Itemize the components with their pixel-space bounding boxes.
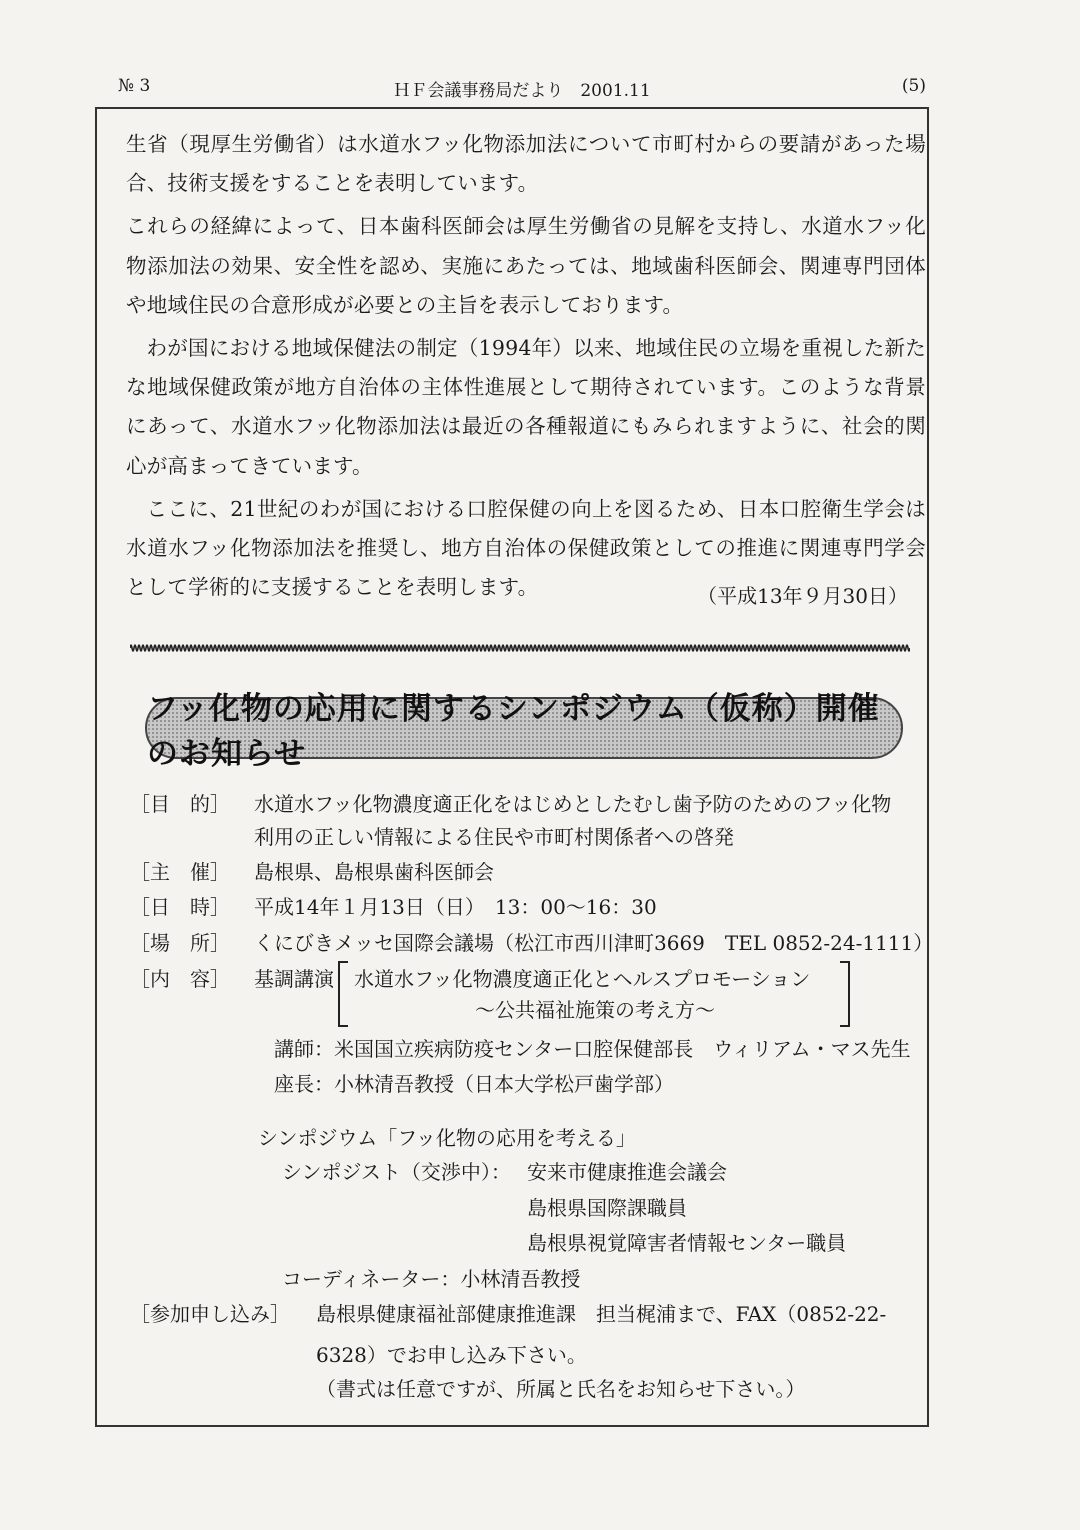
page-header xyxy=(118,76,926,104)
newsletter-title: ＨＦ会議事務局だより 2001.11 xyxy=(393,81,651,101)
issue-number: № 3 xyxy=(118,76,151,96)
keynote-title: 水道水フッ化物濃度適正化とヘルスプロモーション xyxy=(354,967,811,991)
keynote-label: 基調講演 xyxy=(254,967,334,991)
symposists-label: シンポジスト（交渉中）： xyxy=(282,1160,511,1184)
symposist-1: 安来市健康推進会議会 xyxy=(527,1160,727,1184)
venue-label: ［場 所］ xyxy=(130,931,230,955)
content-label: ［内 容］ xyxy=(130,967,230,991)
paragraph: わが国における地域保健法の制定（1994年）以来、地域住民の立場を重視した新たな地域保健政策が地方自治体の主体性進展として期待されています。このような背景にあって、水道水フッ化物添加法は最近の各種報道にもみられますように、社会的関心が高まってきています。 xyxy=(126,336,926,478)
coordinator: コーディネーター：小林清吾教授 xyxy=(282,1267,581,1291)
statement-date: （平成13年９月30日） xyxy=(697,584,908,608)
apply-line3: （書式は任意ですが、所属と氏名をお知らせ下さい。） xyxy=(316,1377,806,1401)
datetime-value: 平成14年１月13日（日） 13：00～16：30 xyxy=(254,895,657,919)
announcement-banner xyxy=(145,691,903,772)
chair: 座長：小林清吾教授（日本大学松戸歯学部） xyxy=(274,1072,674,1096)
apply-line2: 6328）でお申し込み下さい。 xyxy=(316,1343,587,1367)
symposist-3: 島根県視覚障害者情報センター職員 xyxy=(527,1231,847,1255)
purpose-label: ［目 的］ xyxy=(130,792,230,816)
venue-value: くにびきメッセ国際会議場（松江市西川津町3669 TEL 0852-24-1111） xyxy=(254,931,934,955)
apply-label: ［参加申し込み］ xyxy=(130,1302,290,1326)
host-label: ［主 催］ xyxy=(130,860,230,884)
lecturer: 講師：米国国立疾病防疫センター口腔保健部長 ウィリアム・マス先生 xyxy=(274,1037,911,1061)
statement-body xyxy=(126,125,926,611)
keynote-subtitle: ～公共福祉施策の考え方～ xyxy=(475,998,715,1022)
wavy-divider xyxy=(130,641,910,655)
paragraph: 生省（現厚生労働省）は水道水フッ化物添加法について市町村からの要請があった場合、技術支援をすることを表明しています。 xyxy=(126,132,926,196)
symposium-title: シンポジウム「フッ化物の応用を考える」 xyxy=(258,1126,636,1150)
paragraph: これらの経緯によって、日本歯科医師会は厚生労働省の見解を支持し、水道水フッ化物添加法の効果、安全性を認め、実施にあたっては、地域歯科医師会、関連専門団体や地域住民の合意形成が必要との主旨を表示しております。 xyxy=(126,214,926,317)
host-value: 島根県、島根県歯科医師会 xyxy=(254,860,494,884)
paragraph: ここに、21世紀のわが国における口腔保健の向上を図るため、日本口腔衛生学会は水道水フッ化物添加法を推奨し、地方自治体の保健政策としての推進に関連専門学会として学術的に支援することを表明します。 xyxy=(126,496,926,600)
page-number: (5) xyxy=(901,76,926,96)
purpose-line1: 水道水フッ化物濃度適正化をはじめとしたむし歯予防のためのフッ化物 xyxy=(254,792,892,816)
announcement-title: フッ化物の応用に関するシンポジウム（仮称）開催のお知らせ xyxy=(147,691,880,772)
symposist-2: 島根県国際課職員 xyxy=(527,1196,687,1220)
apply-line1: 島根県健康福祉部健康推進課 担当梶浦まで、FAX（0852-22- xyxy=(316,1302,887,1326)
purpose-line2: 利用の正しい情報による住民や市町村関係者への啓発 xyxy=(254,825,734,849)
datetime-label: ［日 時］ xyxy=(130,895,230,919)
